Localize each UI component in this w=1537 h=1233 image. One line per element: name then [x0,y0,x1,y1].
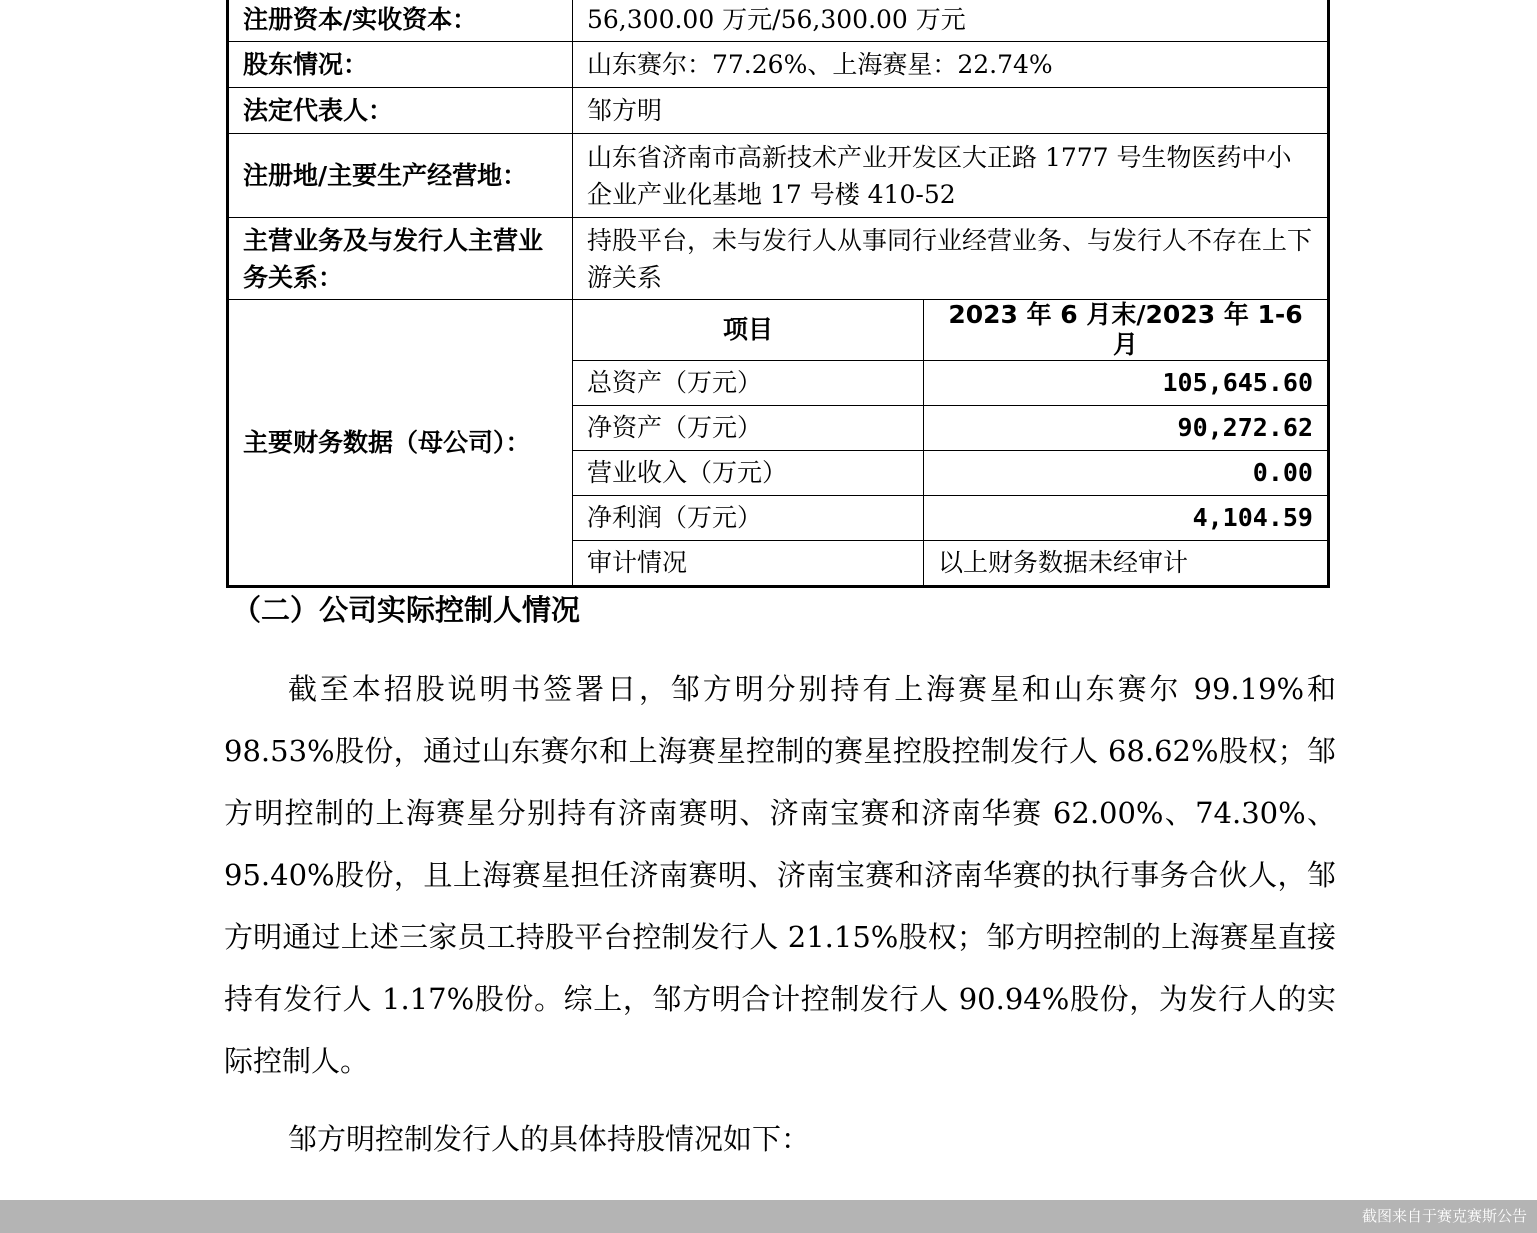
footer-bar [0,1200,1537,1233]
row-label: 法定代表人： [228,88,573,134]
financial-item: 总资产（万元） [573,361,924,406]
table-row [573,406,1327,451]
row-label: 注册地/主要生产经营地： [228,134,573,218]
row-value: 邹方明 [573,88,1329,134]
audit-item: 审计情况 [573,541,924,586]
section-title: （二）公司实际控制人情况 [232,593,581,627]
table-row [573,541,1327,586]
row-label: 股东情况： [228,42,573,88]
row-value: 山东省济南市高新技术产业开发区大正路 1777 号生物医药中小企业产业化基地 17 号楼 410-52 [573,134,1329,218]
table-row [573,361,1327,406]
table-row [228,0,1329,42]
paragraph: 邹方明控制发行人的具体持股情况如下： [288,1122,811,1156]
financial-item: 净利润（万元） [573,496,924,541]
financial-value: 4,104.59 [924,496,1328,541]
financial-value: 0.00 [924,451,1328,496]
financial-value: 90,272.62 [924,406,1328,451]
table-row [228,218,1329,300]
row-value: 持股平台，未与发行人从事同行业经营业务、与发行人不存在上下游关系 [573,218,1329,300]
financial-label: 主要财务数据（母公司）： [228,300,573,587]
table-row [228,88,1329,134]
paragraph: 截至本招股说明书签署日，邹方明分别持有上海赛星和山东赛尔 99.19%和98.53%股份，通过山东赛尔和上海赛星控制的赛星控股控制发行人 68.62%股权；邹方明控制的上海赛星分别持有济南赛明、济南宝赛和济南华赛 62.00%、74.30%、95.40%股份，且上海赛星担任济南赛明、济南宝赛和济南华赛的执行事务合伙人，邹方明通过上述三家员工持股平台控制发行人 21.15%股权；邹方明控制的上海赛星直接持有发行人 1.17%股份。综上，邹方明合计控制发行人 90.94%股份，为发行人的实际控制人。 [224,672,1336,1078]
table-row [228,134,1329,218]
financial-cell [573,300,1329,587]
table-row [573,496,1327,541]
row-label: 注册资本/实收资本： [228,0,573,42]
financial-row [228,300,1329,587]
audit-value: 以上财务数据未经审计 [924,541,1328,586]
row-value: 56,300.00 万元/56,300.00 万元 [573,0,1329,42]
row-label: 主营业务及与发行人主营业务关系： [228,218,573,300]
financial-table [573,300,1327,585]
financial-item: 营业收入（万元） [573,451,924,496]
company-info-table [226,0,1330,588]
financial-item: 净资产（万元） [573,406,924,451]
header-item: 项目 [573,300,924,361]
financial-header-row [573,300,1327,361]
header-period: 2023 年 6 月末/2023 年 1-6 月 [924,300,1328,361]
financial-value: 105,645.60 [924,361,1328,406]
table-row [573,451,1327,496]
source-caption: 截图来自于赛克赛斯公告 [1361,1207,1527,1225]
table-row [228,42,1329,88]
row-value: 山东赛尔：77.26%、上海赛星：22.74% [573,42,1329,88]
